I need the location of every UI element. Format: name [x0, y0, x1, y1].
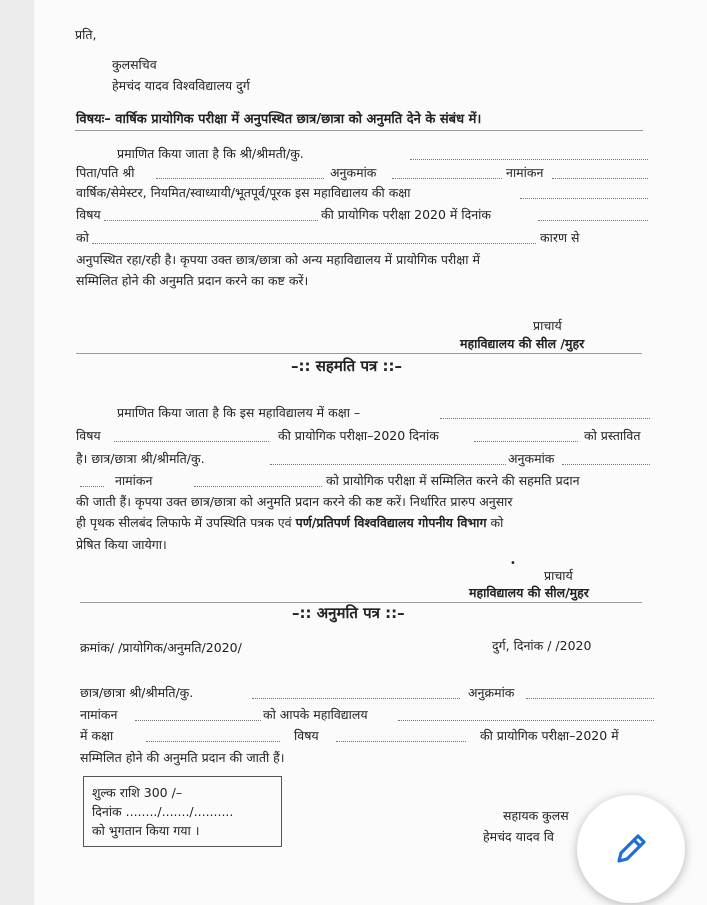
certify-line: प्रमाणित किया जाता है कि श्री/श्रीमती/कु. [117, 146, 304, 161]
request-text: सम्मिलित होने की अनुमति प्रदान करने का कष्ट करें। [76, 273, 309, 288]
roll-label: अनुकमांक [330, 165, 377, 180]
blank-line [552, 178, 648, 179]
confidential-dept: पर्ण/प्रतिपर्ण विश्वविद्यालय गोपनीय विभाग [295, 515, 487, 530]
proposed-text: को प्रस्तावित [584, 428, 641, 443]
blank-line [562, 464, 650, 465]
blank-line [194, 486, 322, 487]
salutation: प्रति, [75, 27, 97, 42]
consent-envelope-text: ही पृथक सीलबंद लिफाफे में उपस्थिति पत्रक एवं पर्ण/प्रतिपर्ण विश्वविद्यालय गोपनीय विभाग को [76, 515, 504, 530]
blank-line [392, 178, 502, 179]
blank-line [146, 741, 280, 742]
blank-line [410, 159, 648, 160]
class-line: वार्षिक/सेमेस्टर, नियमित/स्वाध्यायी/भूतपूर्व/पूरक इस महाविद्यालय की कक्षा [76, 185, 411, 200]
blank-line [114, 441, 269, 442]
on-label: को [76, 230, 89, 245]
blank-line [336, 741, 466, 742]
exam-date-text: की प्रायोगिक परीक्षा 2020 में दिनांक [321, 207, 492, 222]
addressee-title: कुलसचिव [112, 57, 157, 72]
fee-paid-text: को भुगतान किया गया । [92, 823, 200, 838]
blank-line [135, 720, 261, 721]
consent-title: –:: सहमति पत्र ::– [291, 357, 402, 375]
consent-enroll-label: नामांकन [115, 473, 153, 488]
blank-line [156, 178, 324, 179]
blank-line [252, 698, 460, 699]
fee-date: दिनांक ......../......./.......... [92, 804, 234, 819]
consent-send-text: प्रेषित किया जायेगा। [76, 537, 167, 552]
blank-line [80, 486, 104, 487]
blank-line [440, 418, 650, 419]
reason-label: कारण से [540, 230, 580, 245]
asst-registrar-university: हेमचंद यादव वि [483, 829, 554, 844]
subject-label: विषय [76, 207, 101, 222]
permission-title: –:: अनुमति पत्र ::– [292, 604, 405, 622]
permission-date: दुर्ग, दिनांक / /2020 [492, 638, 592, 653]
permission-class-label: में कक्षा [80, 728, 114, 743]
subject-line: विषयः– वार्षिक प्रायोगिक परीक्षा में अनुपस्थित छात्र/छात्रा को अनुमति देने के संबंध में। [76, 112, 482, 127]
asst-registrar-label: सहायक कुलस [503, 808, 569, 823]
section-divider [76, 353, 642, 354]
seal-label: महाविद्यालय की सील /मुहर [460, 336, 585, 351]
permission-granted-text: सम्मिलित होने की अनुमति प्रदान की जाती हैं। [80, 750, 285, 765]
blank-line [398, 720, 654, 721]
principal-label: प्राचार्य [533, 318, 562, 333]
consent-seal-label: महाविद्यालय की सील/मुहर [469, 585, 589, 600]
edit-button[interactable] [577, 795, 685, 903]
permission-subject-label: विषय [294, 728, 319, 743]
absent-text: अनुपस्थित रहा/रही है। कृपया उक्त छात्र/छात्रा को अन्य महाविद्यालय में प्रायोगिक परीक्षा में [76, 252, 480, 267]
pencil-icon [611, 829, 651, 869]
consent-principal-label: प्राचार्य [544, 568, 573, 583]
blank-line [538, 220, 648, 221]
reference-number: क्रमांक/ /प्रायोगिक/अनुमति/2020/ [80, 640, 242, 655]
consent-exam-text: की प्रायोगिक परीक्षा–2020 दिनांक [278, 428, 439, 443]
consent-text: को प्रायोगिक परीक्षा में सम्मिलित करने की सहमति प्रदान [326, 473, 580, 488]
section-divider [80, 602, 642, 603]
blank-line [104, 220, 318, 221]
permission-roll-label: अनुक्रमांक [468, 685, 515, 700]
addressee-university: हेमचंद यादव विश्वविद्यालय दुर्ग [112, 78, 250, 93]
blank-line [270, 464, 506, 465]
ink-mark: • [510, 558, 516, 569]
fee-amount: शुल्क राशि 300 /– [92, 785, 183, 800]
permission-student-label: छात्र/छात्रा श्री/श्रीमति/कु. [80, 685, 194, 700]
permission-enroll-label: नामांकन [80, 707, 118, 722]
blank-line [526, 698, 654, 699]
consent-subject-label: विषय [76, 428, 101, 443]
enrollment-label: नामांकन [506, 165, 544, 180]
consent-roll-label: अनुकमांक [508, 451, 555, 466]
consent-request: की जाती हैं। कृपया उक्त छात्र/छात्रा को अनुमति प्रदान करने की कष्ट करें। निर्धारित प्रारुप अनुसार [76, 494, 513, 509]
father-label: पिता/पति श्री [76, 165, 135, 180]
consent-student-label: है। छात्र/छात्रा श्री/श्रीमति/कु. [76, 451, 205, 466]
your-college-text: को आपके महाविद्यालय [263, 707, 368, 722]
consent-line: प्रमाणित किया जाता है कि इस महाविद्यालय में कक्षा – [117, 405, 361, 420]
blank-line [520, 198, 648, 199]
blank-line [474, 441, 578, 442]
permission-exam-text: की प्रायोगिक परीक्षा–2020 में [480, 728, 619, 743]
blank-line [92, 243, 536, 244]
subject-rule [75, 130, 643, 131]
